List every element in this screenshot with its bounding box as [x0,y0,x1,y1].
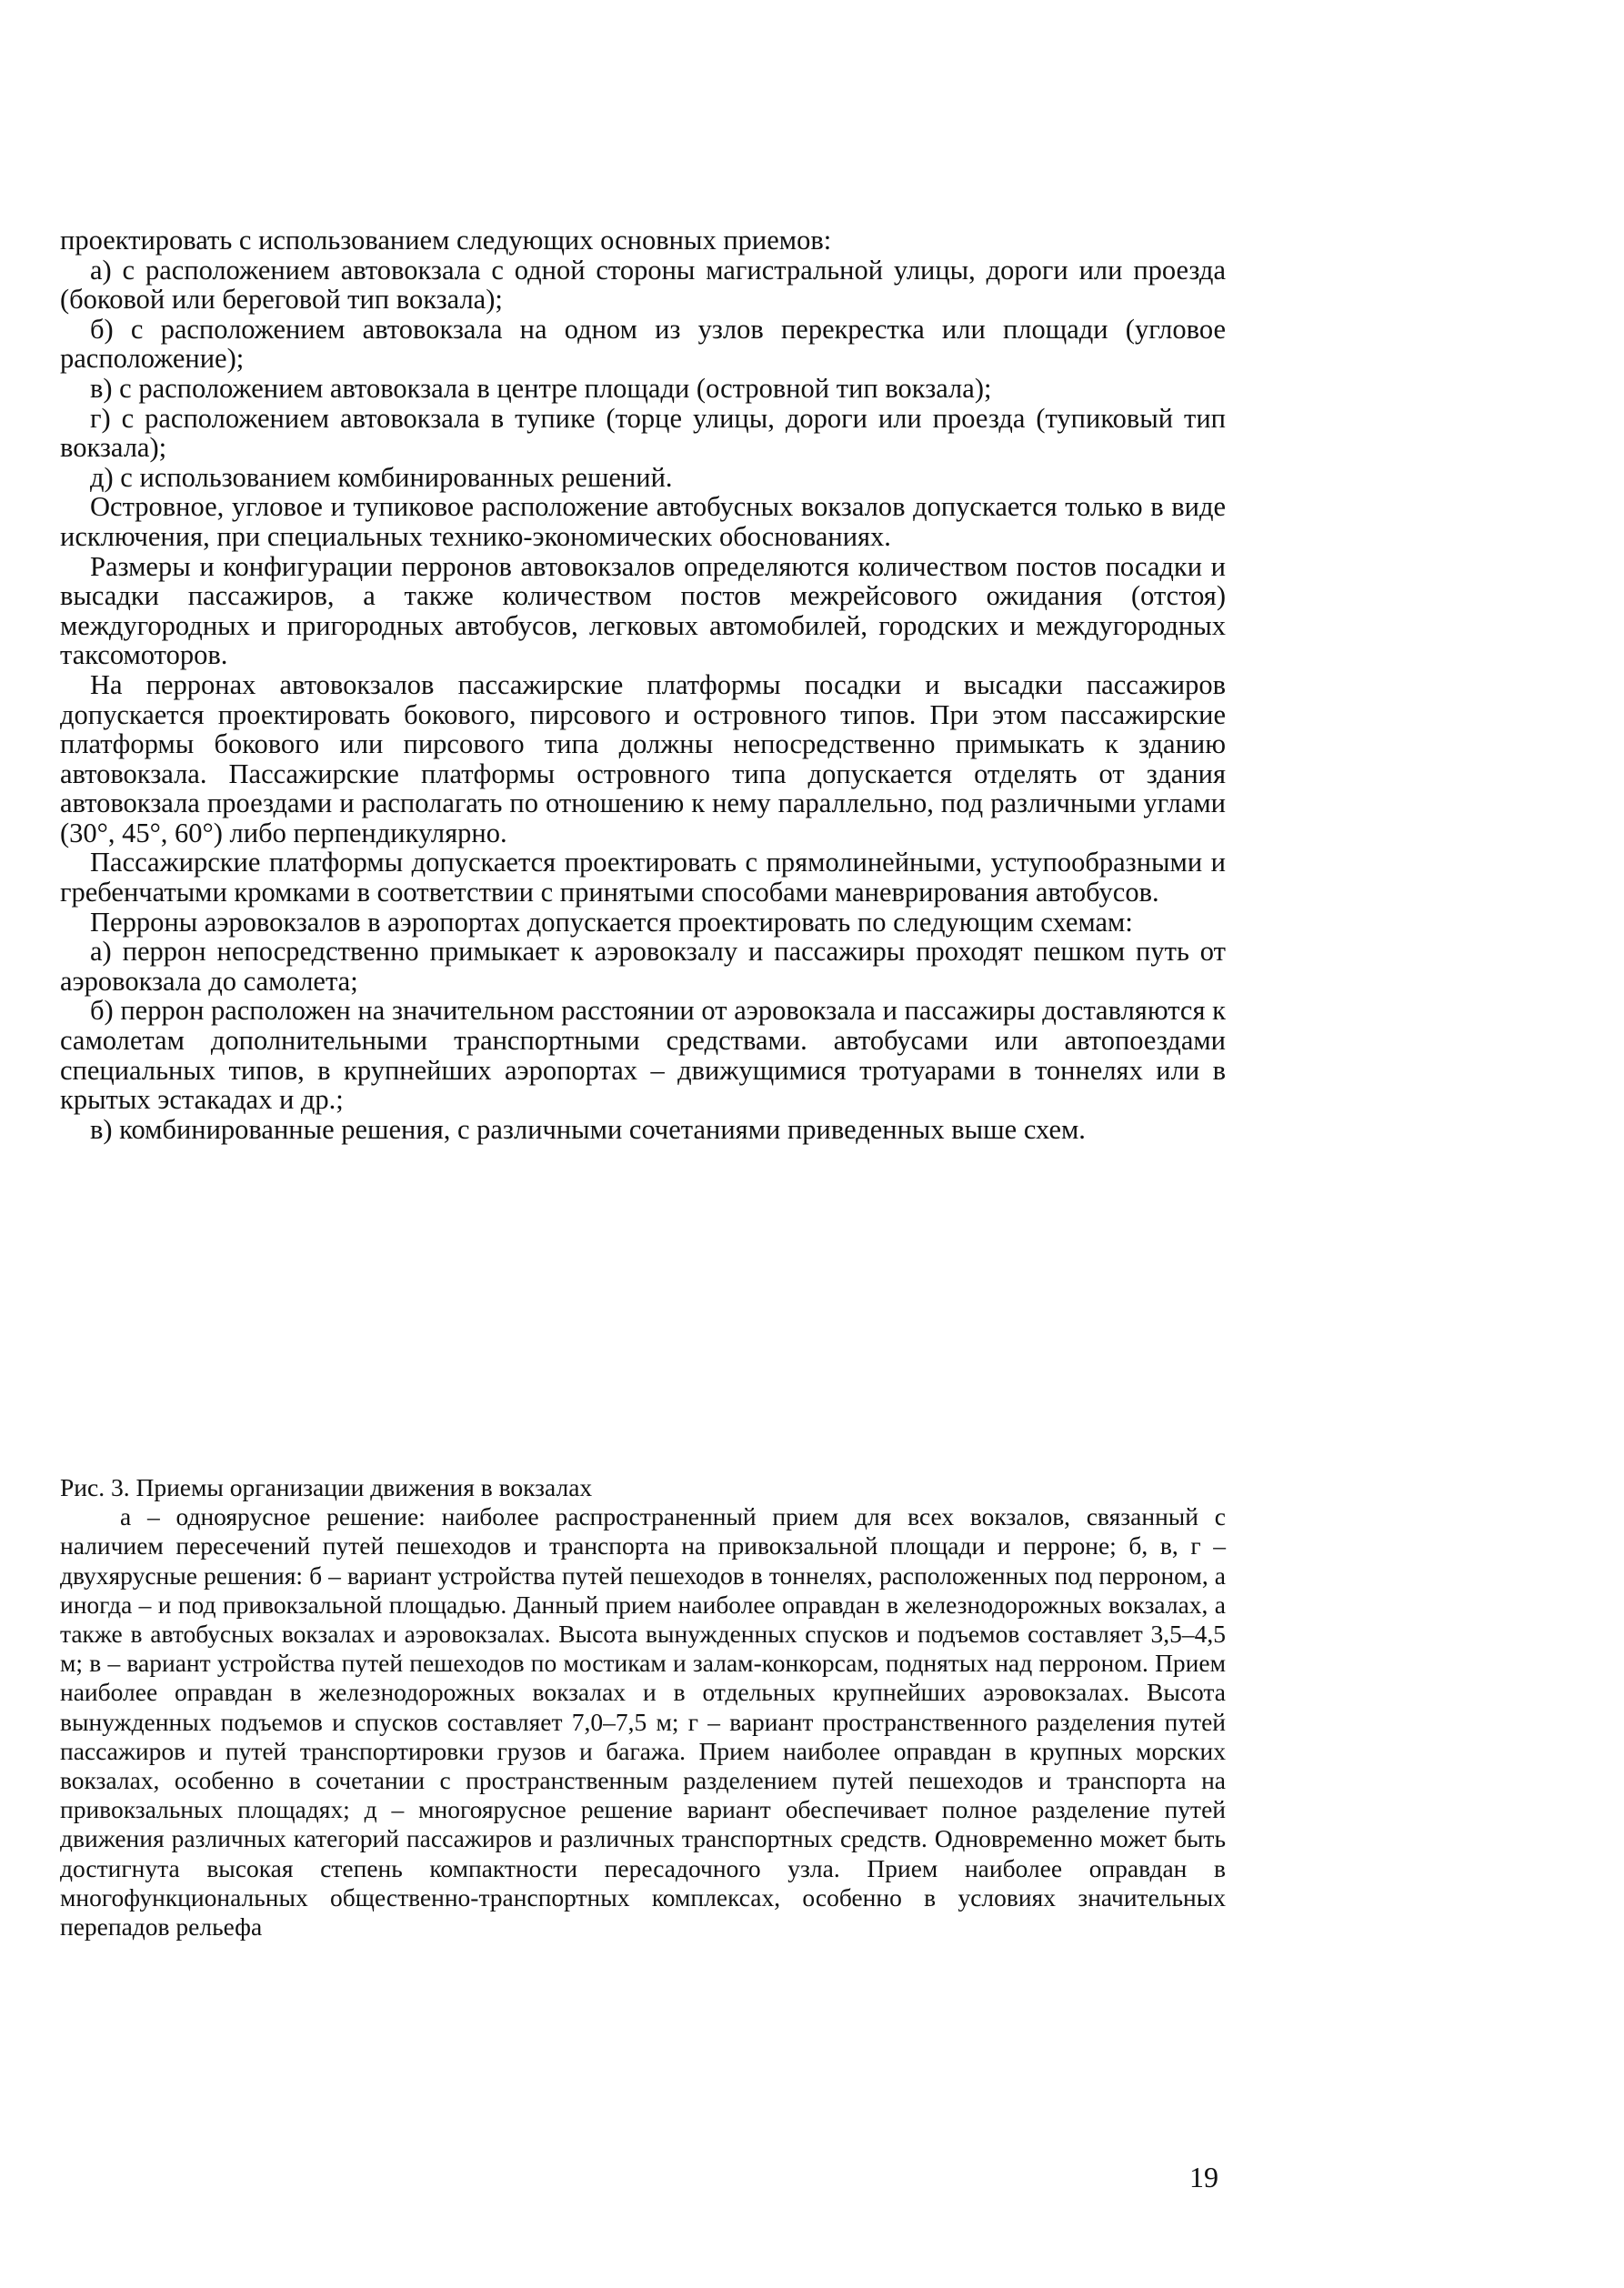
paragraph: Перроны аэровокзалов в аэропортах допускается проектировать по следующим схемам: [90,906,1133,938]
figure-caption-body: а – одноярусное решение: наиболее распространенный прием для всех вокзалов, связанный с наличием пересечений путей пешеходов и транспорта на привокзальной площади и перроне; б, в, г – двухярусные решения: б – вариант устройства путей пешеходов в тоннелях, расположенных под перроном, а иногда – и под привокзальной площадью. Данный прием наиболее оправдан в железнодорожных вокзалах, а также в автобусных вокзалах и аэровокзалах. Высота вынужденных спусков и подъемов составляет 3,5–4,5 м; в – вариант устройства путей пешеходов по мостикам и залам-конкорсам, поднятых над перроном. Прием наиболее оправдан в железнодорожных вокзалах и в отдельных крупнейших аэровокзалах. Высота вынужденных подъемов и спусков составляет 7,0–7,5 м; г – вариант пространственного разделения путей пассажиров и путей транспортировки грузов и багажа. Прием наиболее оправдан в крупных морских вокзалах, особенно в сочетании с пространственным разделением путей пешеходов и транспорта на привокзальных площадях; д – многоярусное решение вариант обеспечивает полное разделение путей движения различных категорий пассажиров и различных транспортных средств. Одновременно может быть достигнута высокая степень компактности пересадочного узла. Прием наиболее оправдан в многофункциональных общественно-транспортных комплексах, особенно в условиях значительных перепадов рельефа [60,1502,1226,1942]
list-item: в) комбинированные решения, с различными сочетаниями приведенных выше схем. [90,1113,1086,1145]
paragraph: Размеры и конфигурации перронов автовокзалов определяются количеством постов посадки и высадки пассажиров, а также количеством постов межрейсового ожидания (отстоя) междугородных и пригородных автобусов, легковых автомобилей, городских и междугородных таксомоторов. [60,550,1226,671]
paragraph: проектировать с использованием следующих основных приемов: [60,225,832,256]
list-item: в) с расположением автовокзала в центре площади (островной тип вокзала); [90,372,992,404]
paragraph: На перронах автовокзалов пассажирские платформы посадки и высадки пассажиров допускается проектировать бокового, пирсового и островного типов. При этом пассажирские платформы бокового или пирсового типа должны непосредственно примыкать к зданию автовокзала. Пассажирские платформы островного типа допускается отделять от здания автовокзала проездами и располагать по отношению к нему параллельно, под различными углами (30°, 45°, 60°) либо перпендикулярно. [60,668,1226,848]
paragraph: Пассажирские платформы допускается проектировать с прямолинейными, уступообразными и гребенчатыми кромками в соответствии с принятыми способами маневрирования автобусов. [60,847,1226,908]
list-item: а) с расположением автовокзала с одной стороны магистральной улицы, дороги или проезда (боковой или береговой тип вокзала); [60,254,1226,316]
body-text [60,226,1226,1144]
list-item: д) с использованием комбинированных решений. [90,461,673,493]
list-item: а) перрон непосредственно примыкает к аэровокзалу и пассажиры проходят пешком путь от аэровокзала до самолета; [60,936,1226,997]
figure-caption [60,1473,1226,1942]
figure-caption-title: Рис. 3. Приемы организации движения в вокзалах [60,1473,593,1501]
list-item: б) перрон расположен на значительном расстоянии от аэровокзала и пассажиры доставляются к самолетам дополнительными транспортными средствами. автобусами или автопоездами специальных типов, в крупнейших аэропортах – движущимися тротуарами в тоннелях или в крытых эстакадах и др.; [60,995,1226,1116]
paragraph: Островное, угловое и тупиковое расположение автобусных вокзалов допускается только в виде исключения, при специальных технико-экономических обоснованиях. [60,491,1226,552]
list-item: б) с расположением автовокзала на одном из узлов перекрестка или площади (угловое расположение); [60,313,1226,375]
page-number: 19 [1189,2161,1218,2193]
list-item: г) с расположением автовокзала в тупике (торце улицы, дороги или проезда (тупиковый тип вокзала); [60,402,1226,464]
